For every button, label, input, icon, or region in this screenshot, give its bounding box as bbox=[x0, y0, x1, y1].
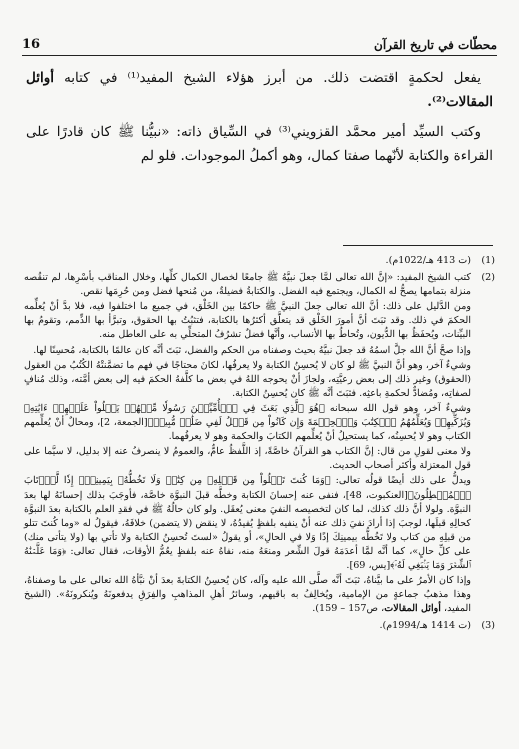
footnote bbox=[24, 254, 495, 269]
footnote-paragraph: (ت 413 هـ/1022م). bbox=[385, 255, 471, 266]
book-title: أوائل المقالات⁽²⁾. bbox=[26, 70, 493, 110]
footnote-number: (2) bbox=[481, 272, 495, 284]
main-text bbox=[26, 66, 493, 174]
footnote-paragraph: (ت 1414 هـ/1994م). bbox=[379, 620, 471, 632]
footnote-separator bbox=[343, 245, 493, 246]
footnote-number: (3) bbox=[481, 620, 495, 632]
footnotes bbox=[24, 254, 495, 636]
footnote bbox=[24, 619, 495, 634]
footnote-paragraph: ويدلُّ على ذلك أيضًا قولُه تعالى: ﴿وَمَا كُنتَ تَتۡلُواْ مِن قَبۡلِهِۦ مِن كِتَٰبٖ وَلَا تَخُطُّهُۥ بِيَمِينِكَۖ إِذٗا لَّٱرۡتَابَ ٱلۡمُبۡطِلُونَ﴾[العنكبوت، 48]، فنفى عنه إحسانَ الكتابة وخطَّه قبلَ النبوَّة خاصَّة، فأوجَبَ بذلك إحسانَهُ لها بعدَ النبوَّة. ولولا أنَّ ذلك كذلك، لما كان لتخصيصه النفيَ معنى يُعقَل. ولو كان حالُهُ ﷺ في فقدِ العلم بالكتابة بعدَ النبوَّة كحالِهِ قبلَها، لوجبَ إذا أرادَ نفيَ ذلك عنه أنْ ينفيه بلفظٍ يُفيدُهُ، لا ينقض (لا يتضمن) خلافَهُ، فيقولُ له «وما كُنتَ تتلو من قبلِهِ من كتاب ولا تَخُطُّه بيمينِكَ إذًا وَلا في الحالِ»، أو يقولُ «لستَ تُحسِنُ الكتابة ولا تأتي بها (ولا يتأتى منك) على كلِّ حالٍ»، كما أنَّه لمَّا أعدَمَهُ قولَ الشِّعر ومنعَهُ منه، نفاهُ عنه بلفظٍ يعُمُّ الأوقات، فقال تعالى: ﴿وَمَا عَلَّمۡنَٰهُ ٱلشِّعۡرَ وَمَا يَنۢبَغِي لَهُۥٓ﴾[يس، 69]. bbox=[24, 475, 471, 571]
footnote bbox=[24, 271, 495, 617]
footnote-paragraph: وشيءٌ آخر، وهو أنَّ النبيَّ ﷺ لو كان لا يُحسِنُ الكتابة ولا يعرفُها، لكانَ محتاجًا في فهم ما تضمَّنتْهُ الكُتُبُ من العقول (الحقوق) وغير ذلك إلى بعض رعيَّتِه، ولجازَ أنْ يحوجه اللهُ في بعض ما كلَّفهُ الحكمَ فيه إلى بعض أمَّته، وذلك مُنافٍ لصفاتِه، ومُضادٌّ لحكمةِ باعثِه. فثبَتَ أنَّه ﷺ كان يُحسِنُ الكتابة. bbox=[24, 359, 471, 399]
main-paragraph-1: يفعل لحكمةٍ اقتضت ذلك. من أبرز هؤلاء الشيخ المفيد⁽¹⁾ في كتابه أوائل المقالات⁽²⁾. bbox=[26, 70, 493, 110]
footnote-text bbox=[386, 254, 471, 269]
main-paragraph-2: وكتب السيِّد أمير محمَّد القزويني⁽³⁾ في السِّياق ذاته: «نبيُّنا ﷺ كان قادرًا على القراءة والكتابة لأنّهما صفتا كمال، وهو أكملُ الموجودات. فلو لم bbox=[26, 124, 493, 164]
footnote-text bbox=[379, 619, 471, 634]
footnote-paragraph: وإذا كان الأمرُ على ما بيَّناهُ، ثبَتَ أنَّه صلَّى الله عليه وآله، كان يُحسِنُ الكتابةَ بعدَ أنْ نبَّأهُ الله تعالى على ما وصفناهُ، وهذا مذهبُ جماعةٍ من الإمامية، ويُخالِفُ به باقيهم، وسائرُ أهلِ المذاهبِ والفِرَقِ يدفعونَهُ ويُنكرونَهُ». (الشيخ المفيد، أوائل المقالات، ص157 – 159). bbox=[24, 575, 471, 615]
page-header bbox=[22, 30, 497, 56]
page-number: 16 bbox=[22, 37, 41, 52]
footnote-paragraph: وإذا صحَّ أنَّ الله جلَّ اسمُهُ قد جعلَ نبيَّهُ بحيث وصفناه من الحكم والفضل، ثبَتَ أنَّه كان عالمًا بالكتابة، مُحسِنًا لها. bbox=[33, 344, 471, 356]
running-title: محطّات في تاريخ القرآن bbox=[374, 38, 497, 52]
footnote-paragraph: ولا معنى لقولِ من قال: إنَّ الكتاب هو القرآنُ خاصَّةً، إذ اللَّفظُ عامٌّ، والعمومُ لا ينصرفُ عنه إلا بدليل، لا سيَّما على قول المعتزلة وأكثر أصحاب الحديث. bbox=[24, 446, 471, 472]
footnote-number: (1) bbox=[481, 255, 495, 266]
footnote-text bbox=[24, 271, 471, 617]
footnote-paragraph: وشيءٌ آخر، وهو قول الله سبحانه ﴿هُوَ ٱلَّذِي بَعَثَ فِي ٱلۡأُمِّيِّـۧنَ رَسُولٗا مِّنۡهُمۡ يَتۡلُواْ عَلَيۡهِمۡ ءَايَٰتِهِۦ وَيُزَكِّيهِمۡ وَيُعَلِّمُهُمُ ٱلۡكِتَٰبَ وَٱلۡحِكۡمَةَ وَإِن كَانُواْ مِن قَبۡلُ لَفِي ضَلَٰلٖ مُّبِينٖ﴾[الجمعة، 2]، ومحالٌ أنْ يُعلِّمهم الكتاب وهو لا يُحسِنُه، كما يستحيلُ أنْ يُعلِّمهم الكتابَ والحكمة وهو لا يعرفُهما. bbox=[24, 402, 472, 443]
footnote-paragraph: ومن الدَّليل على ذلك: أنَّ الله تعالى جعلَ النبيَّ ﷺ حاكمًا بين الخَلْق، في جميع ما اختلفوا فيه، فلا بدَّ أنْ يُعلِّمه الحكمَ في ذلك. وقد ثبَتَ أنَّ أمورَ الخَلْق قد يتعلَّق أكثرُها بالكتابة، فتثبُتُ بها الحقوق، وتبرَّأ بها الذِّمم، وتقومُ بها البيِّنات، ويُحفَظُ بها الدُّيون، وتُحاطُ بها الأنساب، وأنَّها فضلٌ تشرُفُ المتحلِّي به على العاطل منه. bbox=[24, 301, 471, 341]
footnote-paragraph: كتب الشيخ المفيد: «إنَّ الله تعالى لمَّا جعلَ نبيَّهُ ﷺ جامعًا لخصال الكمال كلِّها، وخلال المناقب بأسْرِها، لم تنقُصه منزلة بتمامها يصحُّ له الكمال، ويجتمع فيه الفضل. والكتابةُ فضيلةٌ، من مُنحها فضل ومن حُرِمَها نقص. bbox=[24, 272, 471, 298]
